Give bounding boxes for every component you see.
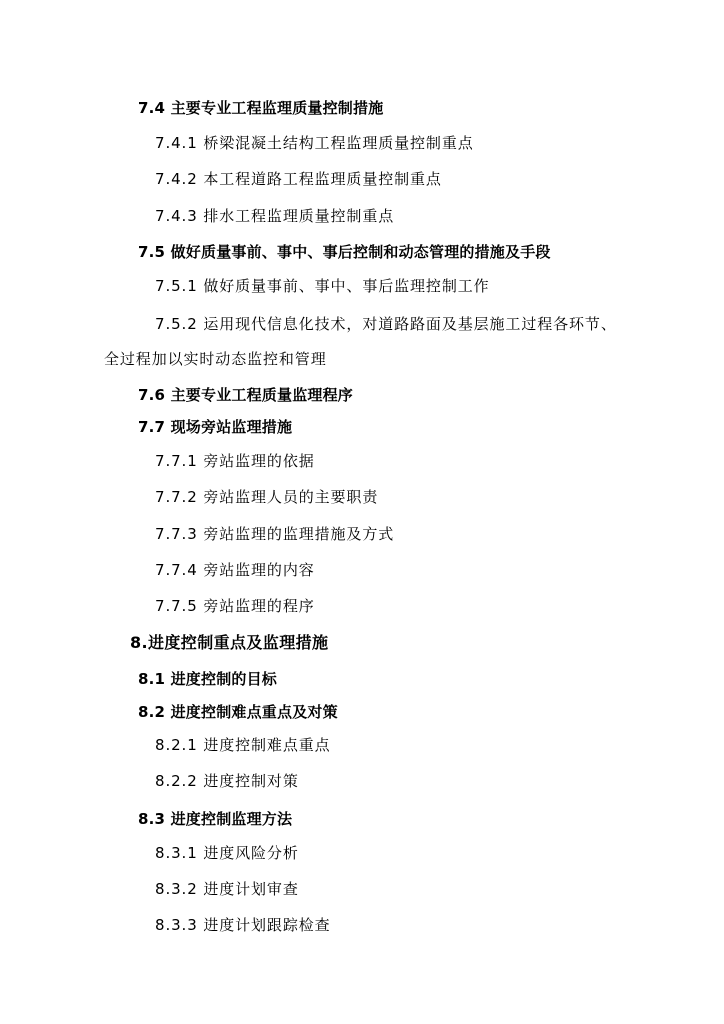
toc-heading-8-3: 8.3 进度控制监理方法 [138,810,293,828]
toc-item-8-3-1: 8.3.1 进度风险分析 [155,844,299,862]
toc-item-7-7-5: 7.7.5 旁站监理的程序 [155,597,315,615]
toc-item-7-7-1: 7.7.1 旁站监理的依据 [155,452,315,470]
toc-item-8-3-3: 8.3.3 进度计划跟踪检查 [155,916,331,934]
toc-heading-8-1: 8.1 进度控制的目标 [138,670,277,688]
toc-item-7-5-2-continuation: 全过程加以实时动态监控和管理 [104,350,327,368]
toc-item-8-2-2: 8.2.2 进度控制对策 [155,772,299,790]
toc-item-7-7-4: 7.7.4 旁站监理的内容 [155,561,315,579]
toc-item-7-7-2: 7.7.2 旁站监理人员的主要职责 [155,488,379,506]
toc-item-7-4-2: 7.4.2 本工程道路工程监理质量控制重点 [155,170,442,188]
toc-item-7-4-1: 7.4.1 桥梁混凝土结构工程监理质量控制重点 [155,134,474,152]
toc-item-7-5-1: 7.5.1 做好质量事前、事中、事后监理控制工作 [155,277,490,295]
toc-heading-7-4: 7.4 主要专业工程监理质量控制措施 [138,99,384,117]
toc-chapter-8: 8.进度控制重点及监理措施 [130,633,329,652]
toc-item-7-5-2: 7.5.2 运用现代信息化技术，对道路路面及基层施工过程各环节、 [155,315,617,333]
toc-item-7-4-3: 7.4.3 排水工程监理质量控制重点 [155,207,395,225]
toc-item-7-7-3: 7.7.3 旁站监理的监理措施及方式 [155,525,395,543]
toc-heading-7-7: 7.7 现场旁站监理措施 [138,418,293,436]
toc-item-8-3-2: 8.3.2 进度计划审查 [155,880,299,898]
toc-heading-7-6: 7.6 主要专业工程质量监理程序 [138,386,353,404]
toc-item-8-2-1: 8.2.1 进度控制难点重点 [155,736,331,754]
toc-heading-7-5: 7.5 做好质量事前、事中、事后控制和动态管理的措施及手段 [138,243,551,261]
toc-heading-8-2: 8.2 进度控制难点重点及对策 [138,703,338,721]
